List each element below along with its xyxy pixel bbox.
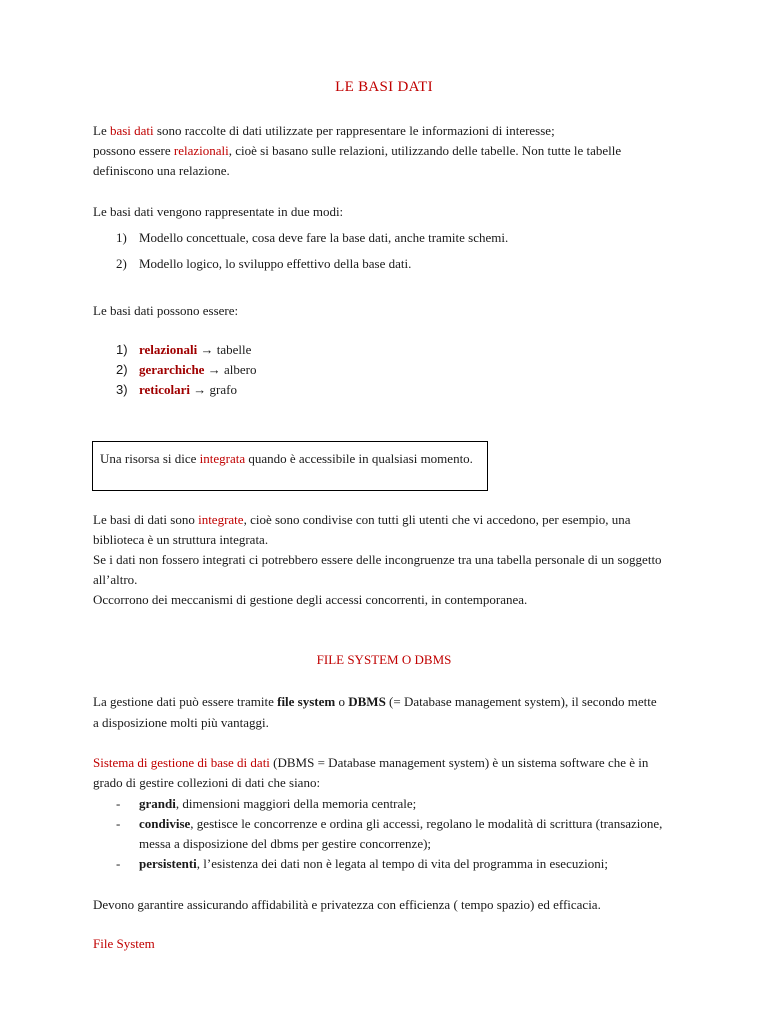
bullet-grandi: grandi, dimensioni maggiori della memoria centrale; [139, 796, 417, 811]
term-reticolari: reticolari [139, 382, 191, 397]
types-item-2-number: 2) [116, 362, 128, 377]
bullet-dash-1: - [116, 796, 121, 811]
bullet-dash-3: - [116, 856, 121, 871]
term-relazionali: relazionali [173, 143, 229, 158]
term-file-system: file system [277, 694, 336, 709]
types-item-1: relazionali → tabelle [139, 342, 252, 357]
section-title-file-system-dbms: FILE SYSTEM O DBMS [316, 652, 452, 667]
bullet-condivise: condivise, gestisce le concorrenze e ordina gli accessi, regolano le modalità di scrittura (transazione, [139, 816, 663, 831]
term-dbms: DBMS [348, 694, 386, 709]
modes-item-2-text: Modello logico, lo sviluppo effettivo della base dati. [139, 256, 412, 271]
page-title: LE BASI DATI [335, 79, 433, 95]
types-intro: Le basi dati possono essere: [93, 303, 239, 318]
bullet-dash-2: - [116, 816, 121, 831]
term-integrate: integrate [198, 512, 244, 527]
term-sistema-gestione: Sistema di gestione di base di dati [93, 755, 270, 770]
bullet-persistenti: persistenti, l’esistenza dei dati non è legata al tempo di vita del programma in esecuzioni; [139, 856, 608, 871]
intro-line-1: Le basi dati sono raccolte di dati utilizzate per rappresentare le informazioni di interesse; [93, 123, 555, 138]
management-line-1: La gestione dati può essere tramite file system o DBMS (= Database management system), il secondo mette [93, 694, 657, 709]
integrated-line-4: all’altro. [93, 572, 138, 587]
term-integrata: integrata [199, 451, 246, 466]
integrated-line-5: Occorrono dei meccanismi di gestione degli accessi concorrenti, in contemporanea. [93, 592, 528, 607]
types-item-3: reticolari → grafo [139, 382, 237, 397]
bullet-condivise-continued: messa a disposizione del dbms per gestire concorrenze); [139, 836, 432, 851]
types-item-3-number: 3) [116, 382, 128, 397]
types-item-1-number: 1) [116, 342, 128, 357]
term-relazionali-bold: relazionali [139, 342, 198, 357]
intro-line-3: definiscono una relazione. [93, 163, 230, 178]
integrated-line-1: Le basi di dati sono integrate, cioè sono condivise con tutti gli utenti che vi accedono, per esempio, una [93, 512, 631, 527]
term-gerarchiche: gerarchiche [139, 362, 205, 377]
modes-intro: Le basi dati vengono rappresentate in due modi: [93, 204, 344, 219]
management-line-2: a disposizione molti più vantaggi. [93, 715, 269, 730]
definition-text: Una risorsa si dice integrata quando è accessibile in qualsiasi momento. [100, 451, 473, 466]
modes-item-1-number: 1) [116, 230, 127, 245]
term-basi-dati: basi dati [109, 123, 154, 138]
intro-line-2: possono essere relazionali, cioè si basano sulle relazioni, utilizzando delle tabelle. Non tutte le tabelle [93, 143, 622, 158]
types-item-2: gerarchiche → albero [139, 362, 257, 377]
integrated-line-2: biblioteca è un struttura integrata. [93, 532, 269, 547]
dbms-line-1: Sistema di gestione di base di dati (DBMS = Database management system) è un sistema software che è in [93, 755, 649, 770]
integrated-line-3: Se i dati non fossero integrati ci potrebbero essere delle incongruenze tra una tabella personale di un soggetto [93, 552, 662, 567]
modes-item-2-number: 2) [116, 256, 127, 271]
modes-item-1-text: Modello concettuale, cosa deve fare la base dati, anche tramite schemi. [139, 230, 509, 245]
dbms-line-2: grado di gestire collezioni di dati che siano: [93, 775, 321, 790]
file-system-heading: File System [93, 936, 155, 951]
guarantee-line: Devono garantire assicurando affidabilità e privatezza con efficienza ( tempo spazio) ed efficacia. [93, 897, 601, 912]
definition-box [92, 441, 488, 491]
